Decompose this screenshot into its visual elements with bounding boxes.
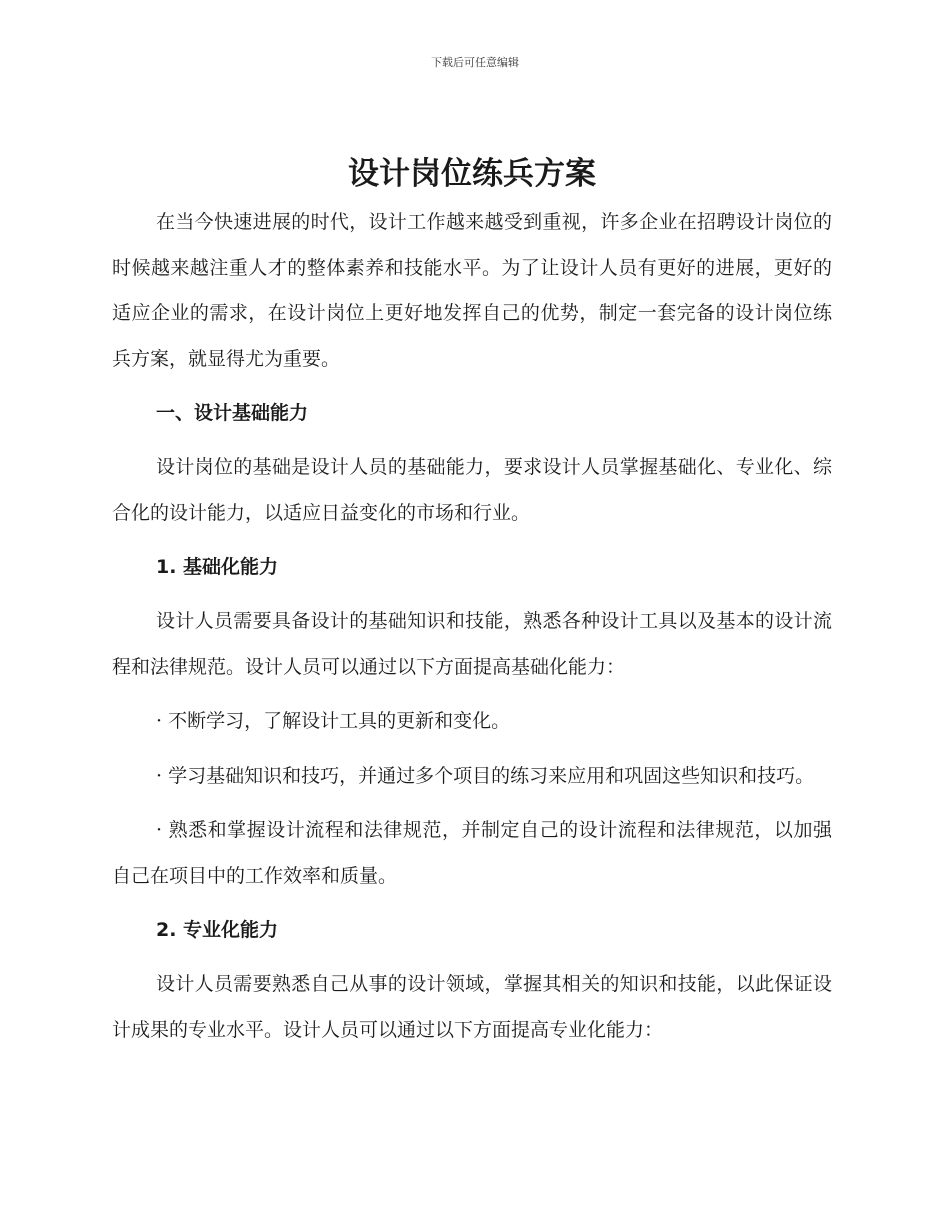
header-note: 下载后可任意编辑 [431, 56, 519, 69]
bullet-item: · 熟悉和掌握设计流程和法律规范，并制定自己的设计流程和法律规范，以加强自己在项目中的工作效率和质量。 [112, 819, 832, 887]
document-title: 设计岗位练兵方案 [348, 156, 596, 192]
section-paragraph: 设计岗位的基础是设计人员的基础能力，要求设计人员掌握基础化、专业化、综合化的设计能力，以适应日益变化的市场和行业。 [112, 456, 832, 524]
subsection-paragraph: 设计人员需要熟悉自己从事的设计领域，掌握其相关的知识和技能，以此保证设计成果的专业水平。设计人员可以通过以下方面提高专业化能力： [112, 973, 832, 1041]
bullet-item: · 不断学习，了解设计工具的更新和变化。 [156, 710, 511, 732]
subsection-heading-professional: 2. 专业化能力 [156, 919, 279, 941]
intro-paragraph: 在当今快速进展的时代，设计工作越来越受到重视，许多企业在招聘设计岗位的时候越来越注重人才的整体素养和技能水平。为了让设计人员有更好的进展，更好的适应企业的需求，在设计岗位上更好地发挥自己的优势，制定一套完备的设计岗位练兵方案，就显得尤为重要。 [112, 211, 832, 370]
subsection-paragraph: 设计人员需要具备设计的基础知识和技能，熟悉各种设计工具以及基本的设计流程和法律规范。设计人员可以通过以下方面提高基础化能力： [112, 610, 832, 678]
subsection-heading-basic: 1. 基础化能力 [156, 556, 279, 578]
section-heading-basic-ability: 一、设计基础能力 [156, 402, 309, 424]
bullet-item: · 学习基础知识和技巧，并通过多个项目的练习来应用和巩固这些知识和技巧。 [156, 764, 815, 787]
document-body [112, 148, 832, 1053]
